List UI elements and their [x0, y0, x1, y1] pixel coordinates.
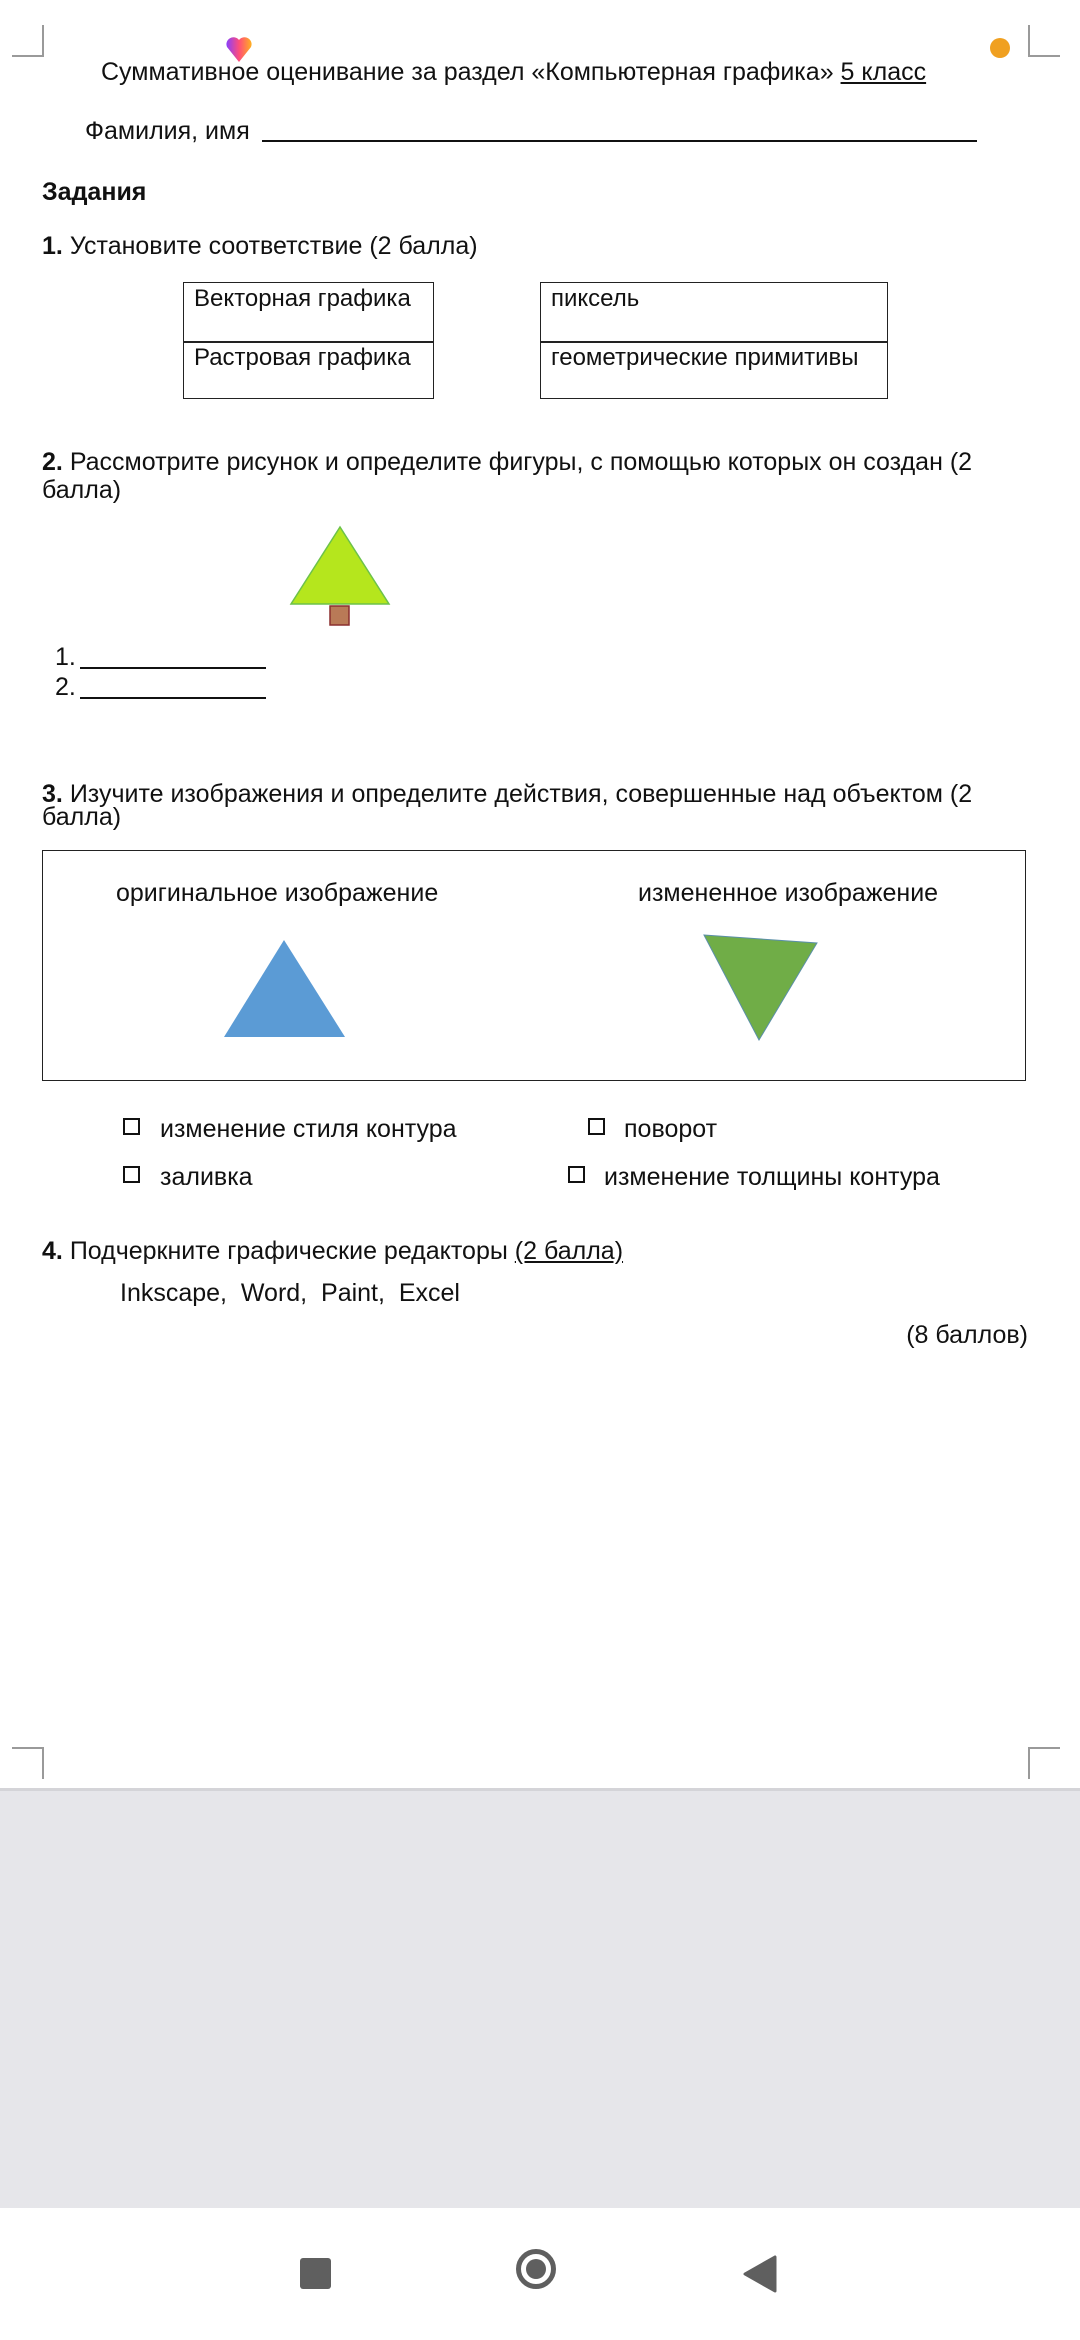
tree-trunk-square	[330, 606, 349, 625]
option-checkbox[interactable]	[588, 1118, 605, 1135]
option-checkbox[interactable]	[123, 1166, 140, 1183]
back-triangle-icon[interactable]	[742, 2255, 778, 2293]
q3-text-cont: балла)	[42, 803, 122, 831]
original-triangle	[224, 940, 345, 1037]
q1-text: 1. Установите соответствие (2 балла)	[42, 232, 478, 260]
option-label: заливка	[160, 1163, 253, 1191]
option-label: изменение толщины контура	[604, 1163, 940, 1191]
q2-text: 2. Рассмотрите рисунок и определите фигуры, с помощью которых он создан (2	[42, 448, 973, 476]
name-blank-line[interactable]	[262, 140, 977, 142]
option-checkbox[interactable]	[123, 1118, 140, 1135]
option-checkbox[interactable]	[568, 1166, 585, 1183]
q1-right-cell: геометрические примитивы	[540, 341, 888, 399]
name-field: Фамилия, имя	[85, 117, 250, 145]
page-corner-mark	[12, 1747, 44, 1779]
page-corner-mark	[12, 25, 44, 57]
changed-label: измененное изображение	[638, 879, 939, 907]
orange-dot-icon	[990, 38, 1010, 58]
q1-right-cell: пиксель	[540, 282, 888, 343]
q2-text-cont: балла)	[42, 476, 122, 504]
q3-text: 3. Изучите изображения и определите действия, совершенные над объектом (2	[42, 780, 973, 808]
tree-triangle	[291, 527, 389, 604]
page-corner-mark	[1028, 1747, 1060, 1779]
tree-figure	[280, 520, 400, 630]
navigation-bar	[0, 2208, 1080, 2340]
answer-2: 2.	[55, 673, 76, 701]
option-label: поворот	[624, 1115, 718, 1143]
tasks-heading: Задания	[42, 178, 147, 206]
original-label: оригинальное изображение	[116, 879, 439, 907]
q1-left-cell: Растровая графика	[183, 341, 434, 399]
total-points: (8 баллов)	[906, 1321, 1028, 1349]
q3-triangles	[200, 920, 900, 1060]
answer-1-line[interactable]	[80, 667, 266, 669]
q1-left-cell: Векторная графика	[183, 282, 434, 343]
page-corner-mark	[1028, 25, 1060, 57]
option-label: изменение стиля контура	[160, 1115, 457, 1143]
answer-1: 1.	[55, 643, 76, 671]
viewer-background	[0, 1791, 1080, 2208]
recent-apps-square-icon[interactable]	[300, 2258, 331, 2289]
home-circle-icon[interactable]	[516, 2249, 556, 2289]
q4-text: 4. Подчеркните графические редакторы (2 балла)	[42, 1237, 624, 1265]
page-title: Суммативное оценивание за раздел «Компьютерная графика» 5 класс	[101, 58, 927, 86]
rotated-triangle	[704, 935, 817, 1040]
q4-items: Inkscape, Word, Paint, Excel	[120, 1279, 460, 1307]
answer-2-line[interactable]	[80, 697, 266, 699]
